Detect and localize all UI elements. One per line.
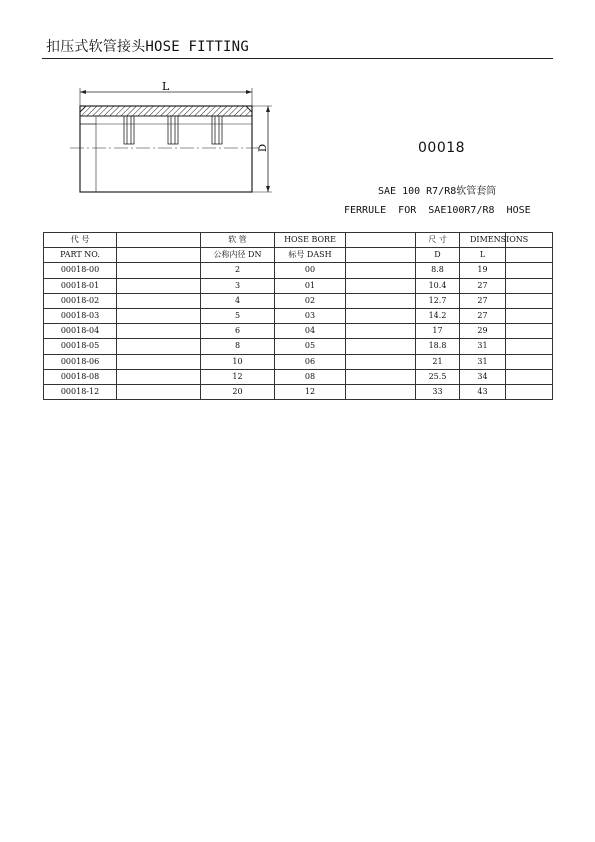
- table-row: [44, 339, 553, 354]
- l-cell: 29: [460, 324, 506, 339]
- dash-cell: 08: [275, 369, 346, 384]
- dn-cell: 6: [201, 324, 275, 339]
- dimension-label-l: L: [162, 80, 170, 93]
- header-size-cn: 尺 寸: [416, 233, 460, 248]
- d-cell: 8.8: [416, 263, 460, 278]
- part-no-cell: 00018-00: [44, 263, 117, 278]
- d-cell: 12.7: [416, 293, 460, 308]
- d-cell: 14.2: [416, 308, 460, 323]
- part-no-cell: 00018-12: [44, 384, 117, 399]
- header-size-en: DIMENSIONS: [460, 233, 506, 248]
- product-name-en: FERRULE FOR SAE100R7/R8 HOSE: [344, 205, 531, 216]
- header-l: L: [460, 248, 506, 263]
- part-no-cell: 00018-05: [44, 339, 117, 354]
- l-cell: 27: [460, 293, 506, 308]
- l-cell: 31: [460, 354, 506, 369]
- table-header-row-2: [44, 248, 553, 263]
- d-cell: 17: [416, 324, 460, 339]
- dash-cell: 03: [275, 308, 346, 323]
- dn-cell: 3: [201, 278, 275, 293]
- dash-cell: 01: [275, 278, 346, 293]
- dash-cell: 04: [275, 324, 346, 339]
- table-row: [44, 384, 553, 399]
- dash-cell: 05: [275, 339, 346, 354]
- dash-cell: 02: [275, 293, 346, 308]
- d-cell: 10.4: [416, 278, 460, 293]
- table-header-row-1: [44, 233, 553, 248]
- header-hose-cn: 软 管: [201, 233, 275, 248]
- l-cell: 27: [460, 308, 506, 323]
- part-no-cell: 00018-03: [44, 308, 117, 323]
- l-cell: 19: [460, 263, 506, 278]
- header-dn: 公称内径 DN: [201, 248, 275, 263]
- dn-cell: 12: [201, 369, 275, 384]
- part-number: 00018: [418, 140, 466, 156]
- dn-cell: 4: [201, 293, 275, 308]
- d-cell: 21: [416, 354, 460, 369]
- ferrule-outline: [80, 106, 252, 192]
- page-title: 扣压式软管接头HOSE FITTING: [46, 39, 249, 55]
- part-no-cell: 00018-04: [44, 324, 117, 339]
- table-row: [44, 324, 553, 339]
- dimension-label-d: D: [258, 143, 269, 152]
- header-dash: 标号 DASH: [275, 248, 346, 263]
- l-cell: 43: [460, 384, 506, 399]
- table-row: [44, 263, 553, 278]
- part-no-cell: 00018-02: [44, 293, 117, 308]
- d-cell: 33: [416, 384, 460, 399]
- product-name-cn: SAE 100 R7/R8软管套筒: [378, 186, 497, 197]
- d-cell: 25.5: [416, 369, 460, 384]
- table-row: [44, 293, 553, 308]
- part-no-cell: 00018-01: [44, 278, 117, 293]
- dn-cell: 8: [201, 339, 275, 354]
- internal-grooves: [96, 116, 252, 144]
- dn-cell: 2: [201, 263, 275, 278]
- dash-cell: 06: [275, 354, 346, 369]
- l-cell: 34: [460, 369, 506, 384]
- dash-cell: 12: [275, 384, 346, 399]
- title-rule: [42, 58, 553, 59]
- l-cell: 27: [460, 278, 506, 293]
- l-cell: 31: [460, 339, 506, 354]
- table-row: [44, 369, 553, 384]
- dash-cell: 00: [275, 263, 346, 278]
- spec-table: [43, 232, 553, 400]
- table-row: [44, 354, 553, 369]
- header-code: 代 号: [44, 233, 117, 248]
- dn-cell: 10: [201, 354, 275, 369]
- table-row: [44, 308, 553, 323]
- d-cell: 18.8: [416, 339, 460, 354]
- header-hose-en: HOSE BORE: [275, 233, 346, 248]
- ferrule-drawing: [66, 80, 276, 200]
- header-part-no: PART NO.: [44, 248, 117, 263]
- ferrule-wall-section: [80, 106, 252, 116]
- header-d: D: [416, 248, 460, 263]
- part-no-cell: 00018-06: [44, 354, 117, 369]
- dn-cell: 20: [201, 384, 275, 399]
- part-no-cell: 00018-08: [44, 369, 117, 384]
- table-row: [44, 278, 553, 293]
- dn-cell: 5: [201, 308, 275, 323]
